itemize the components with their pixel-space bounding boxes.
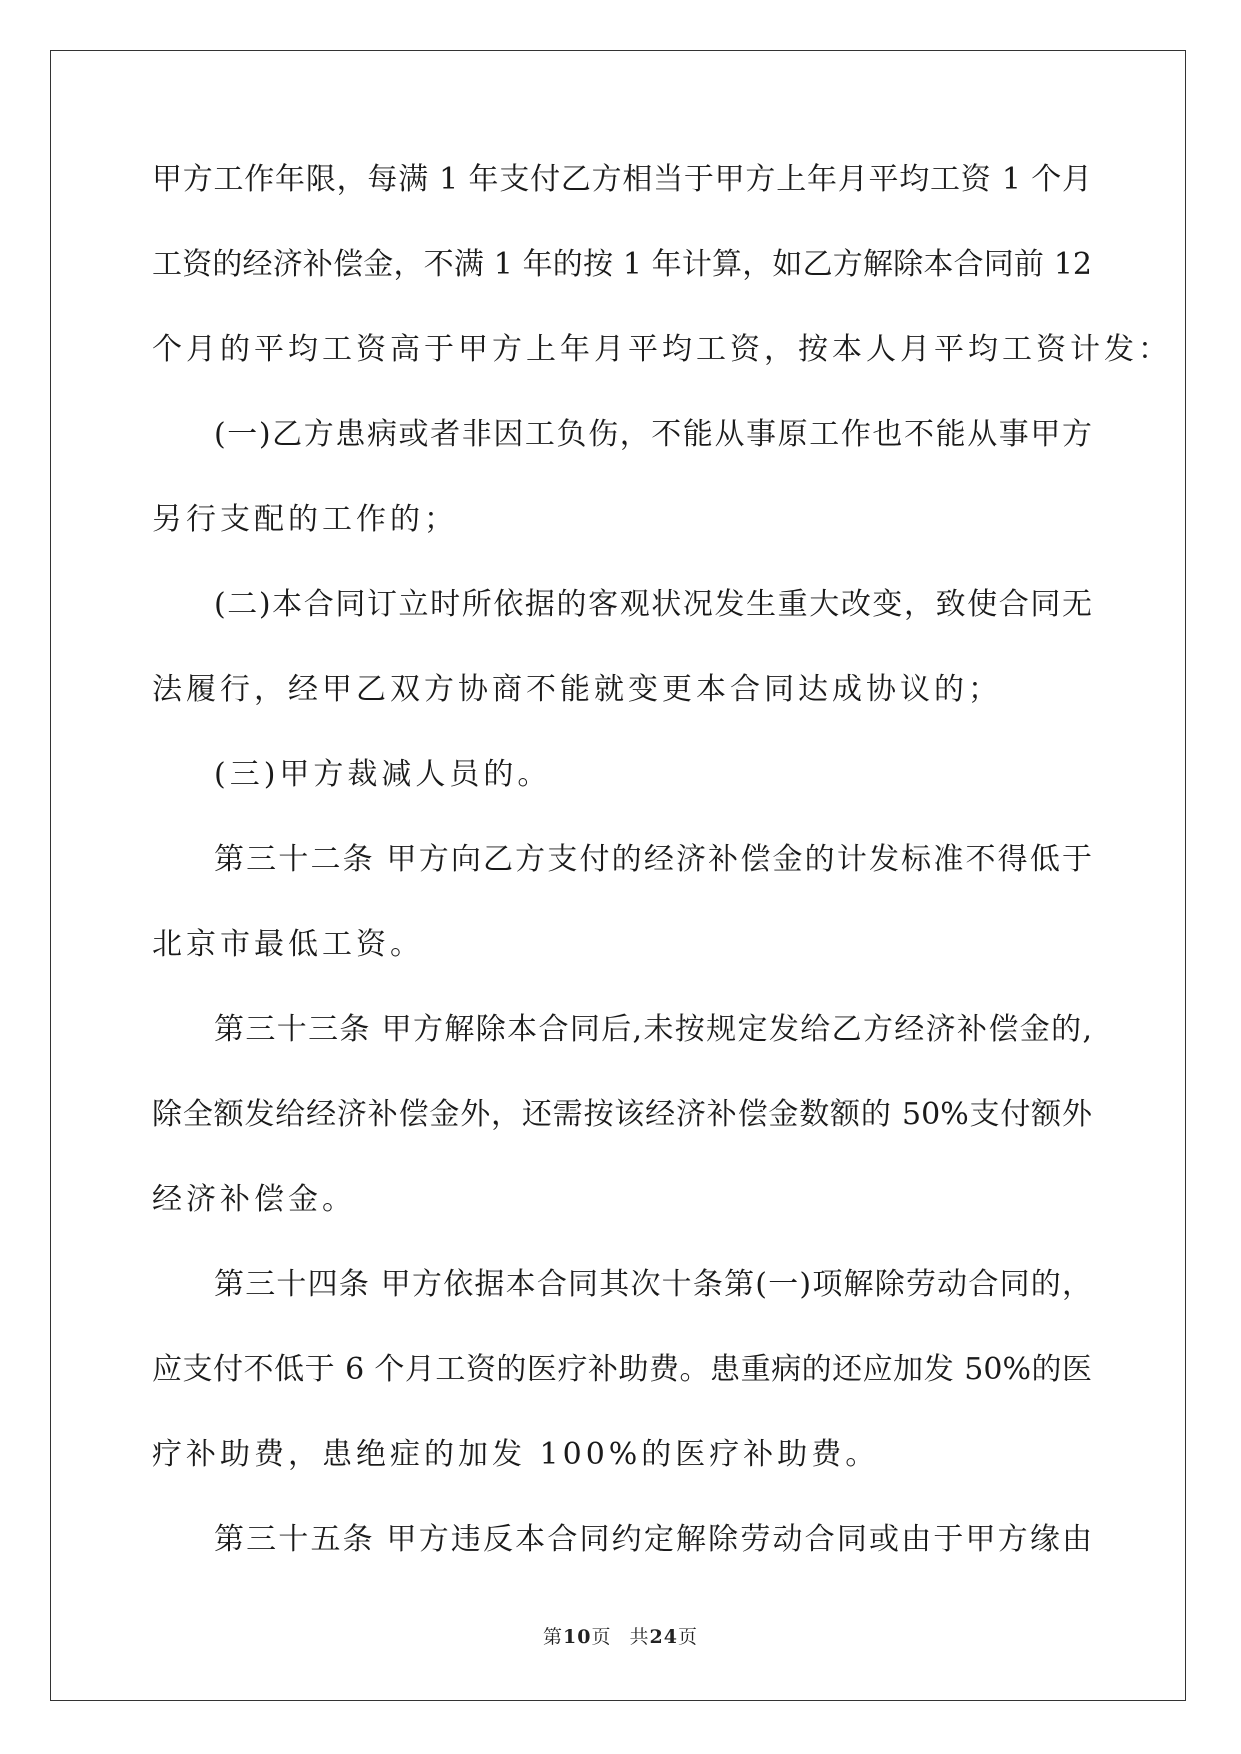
paragraph-line: 应支付不低于 6 个月工资的医疗补助费。患重病的还应加发 50%的医 bbox=[152, 1352, 1092, 1387]
paragraph-line: (三)甲方裁减人员的。 bbox=[214, 757, 552, 792]
document-body bbox=[152, 152, 1172, 1597]
page-total-suffix: 页 bbox=[677, 1626, 698, 1648]
paragraph-line: 第三十五条 甲方违反本合同约定解除劳动合同或由于甲方缘由 bbox=[214, 1522, 1092, 1557]
paragraph-line: 第三十四条 甲方依据本合同其次十条第(一)项解除劳动合同的， bbox=[214, 1267, 1092, 1302]
page-number-current: 10 bbox=[563, 1626, 592, 1648]
paragraph-line: 经济补偿金。 bbox=[152, 1182, 356, 1217]
page-number-suffix: 页 bbox=[591, 1626, 612, 1648]
page-footer bbox=[0, 1622, 1241, 1649]
paragraph-line: 第三十二条 甲方向乙方支付的经济补偿金的计发标准不得低于 bbox=[214, 842, 1092, 877]
paragraph-line: 第三十三条 甲方解除本合同后,未按规定发给乙方经济补偿金的, bbox=[214, 1012, 1092, 1047]
page-number-prefix: 第 bbox=[543, 1626, 564, 1648]
paragraph-line: 个月的平均工资高于甲方上年月平均工资，按本人月平均工资计发： bbox=[152, 332, 1172, 367]
paragraph-line: 法履行，经甲乙双方协商不能就变更本合同达成协议的； bbox=[152, 672, 1002, 707]
paragraph-line: 疗补助费，患绝症的加发 100%的医疗补助费。 bbox=[152, 1437, 880, 1472]
paragraph-line: 北京市最低工资。 bbox=[152, 927, 424, 962]
paragraph-line: 除全额发给经济补偿金外，还需按该经济补偿金数额的 50%支付额外 bbox=[152, 1097, 1092, 1132]
paragraph-line: (一)乙方患病或者非因工负伤，不能从事原工作也不能从事甲方 bbox=[214, 417, 1092, 452]
paragraph-line: (二)本合同订立时所依据的客观状况发生重大改变，致使合同无 bbox=[214, 587, 1092, 622]
page-total-prefix: 共 bbox=[629, 1626, 650, 1648]
paragraph-line: 甲方工作年限，每满 1 年支付乙方相当于甲方上年月平均工资 1 个月 bbox=[152, 162, 1092, 197]
paragraph-line: 工资的经济补偿金，不满 1 年的按 1 年计算，如乙方解除本合同前 12 bbox=[152, 247, 1092, 282]
paragraph-line: 另行支配的工作的； bbox=[152, 502, 458, 537]
page-number-total: 24 bbox=[649, 1626, 678, 1648]
